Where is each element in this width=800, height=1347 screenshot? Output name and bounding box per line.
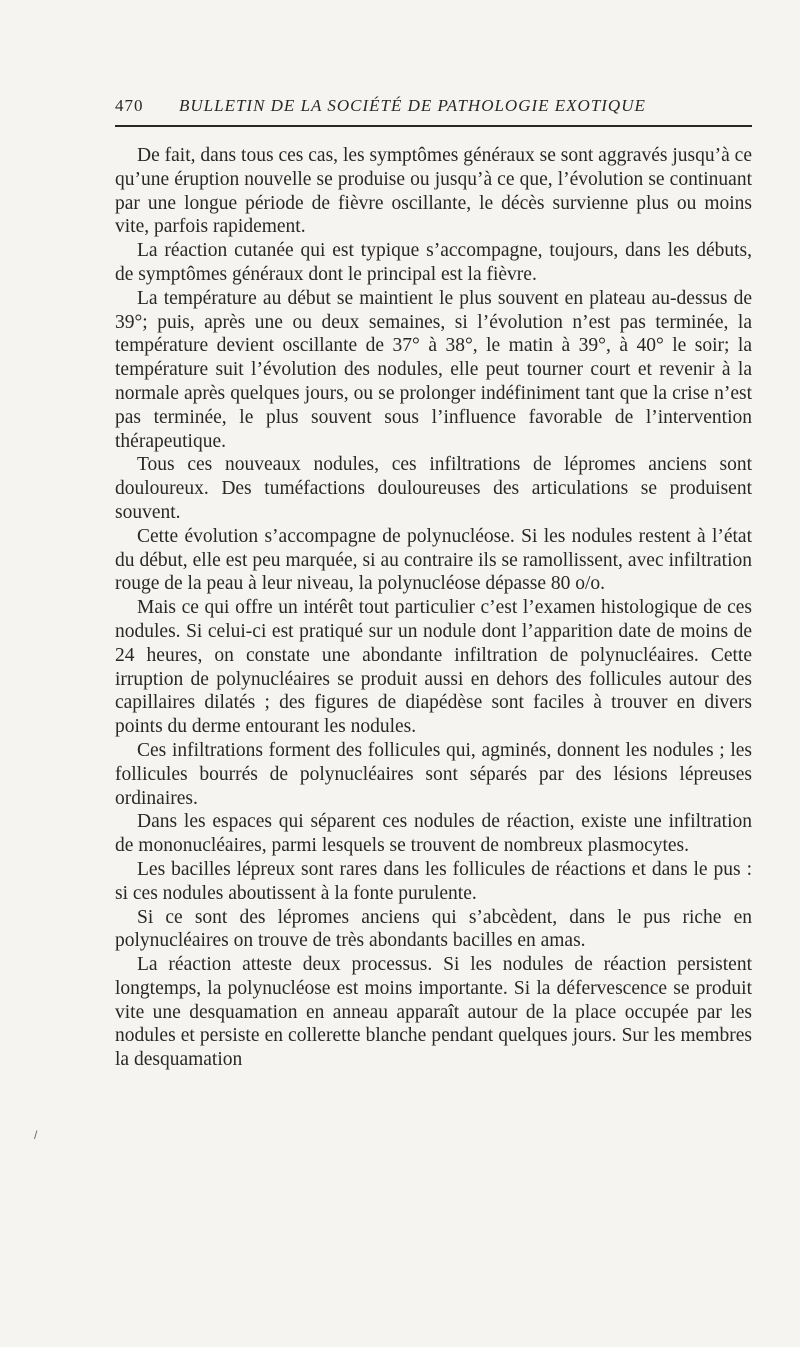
paragraph: De fait, dans tous ces cas, les symptômes généraux se sont aggravés jusqu’à ce qu’une éruption nouvelle se produise ou jusqu’à ce que, l’évolution se continuant par une longue période de fièvre oscillante, le décès survienne plus ou moins vite, parfois rapidement. xyxy=(115,145,752,238)
paragraph: Les bacilles lépreux sont rares dans les follicules de réactions et dans le pus : si ces nodules aboutissent à la fonte purulente. xyxy=(115,858,752,904)
paragraph: Ces infiltrations forment des follicules qui, agminés, donnent les nodules ; les follicules bourrés de polynucléaires sont séparés par des lésions lépreuses ordinaires. xyxy=(115,739,752,809)
page-number: 470 xyxy=(115,96,144,115)
body-text xyxy=(115,144,752,1072)
running-title: BULLETIN DE LA SOCIÉTÉ DE PATHOLOGIE EXOTIQUE xyxy=(179,96,646,115)
margin-mark: / xyxy=(34,1128,38,1142)
paragraph: Tous ces nouveaux nodules, ces infiltrations de lépromes anciens sont douloureux. Des tuméfactions douloureuses des articulations se produisent souvent. xyxy=(115,454,752,523)
paragraph: Cette évolution s’accompagne de polynucléose. Si les nodules restent à l’état du début, elle est peu marquée, si au contraire ils se ramollissent, avec infiltration rouge de la peau à leur niveau, la polynucléose dépasse 80 o/o. xyxy=(115,525,752,595)
paragraph: La réaction atteste deux processus. Si les nodules de réaction persistent longtemps, la polynucléose est moins importante. Si la défervescence se produit vite une desquamation en anneau apparaît autour de la place occupée par les nodules et persiste en collerette blanche pendant quelques jours. Sur les membres la desquamation xyxy=(115,954,752,1071)
paragraph: Si ce sont des lépromes anciens qui s’abcèdent, dans le pus riche en polynucléaires on trouve de très abondants bacilles en amas. xyxy=(115,906,752,952)
paragraph: Dans les espaces qui séparent ces nodules de réaction, existe une infiltration de mononucléaires, parmi lesquels se trouvent de nombreux plasmocytes. xyxy=(115,811,752,857)
paragraph: La réaction cutanée qui est typique s’accompagne, toujours, dans les débuts, de symptômes généraux dont le principal est la fièvre. xyxy=(115,240,752,285)
page-header xyxy=(115,96,752,116)
paragraph: Mais ce qui offre un intérêt tout particulier c’est l’examen histologique de ces nodules. Si celui-ci est pratiqué sur un nodule dont l’apparition date de moins de 24 heures, on constate une abondante infiltration de polynucléaires. Cette irruption de polynucléaires se produit aussi en dehors des follicules autour des capillaires dilatés ; des figures de diapédèse sont faciles à trouver en divers points du derme entourant les nodules. xyxy=(115,597,752,738)
paragraph: La température au début se maintient le plus souvent en plateau au-dessus de 39°; puis, après une ou deux semaines, si l’évolution n’est pas terminée, la température devient oscillante de 37° à 38°, le matin à 39°, à 40° le soir; la température suit l’évolution des nodules, elle peut tourner court et revenir à la normale après quelques jours, ou se prolonger indéfiniment tant que la crise n’est pas terminée, le plus souvent sous l’influence favorable de l’intervention thérapeutique. xyxy=(115,287,752,452)
header-rule xyxy=(115,125,752,127)
